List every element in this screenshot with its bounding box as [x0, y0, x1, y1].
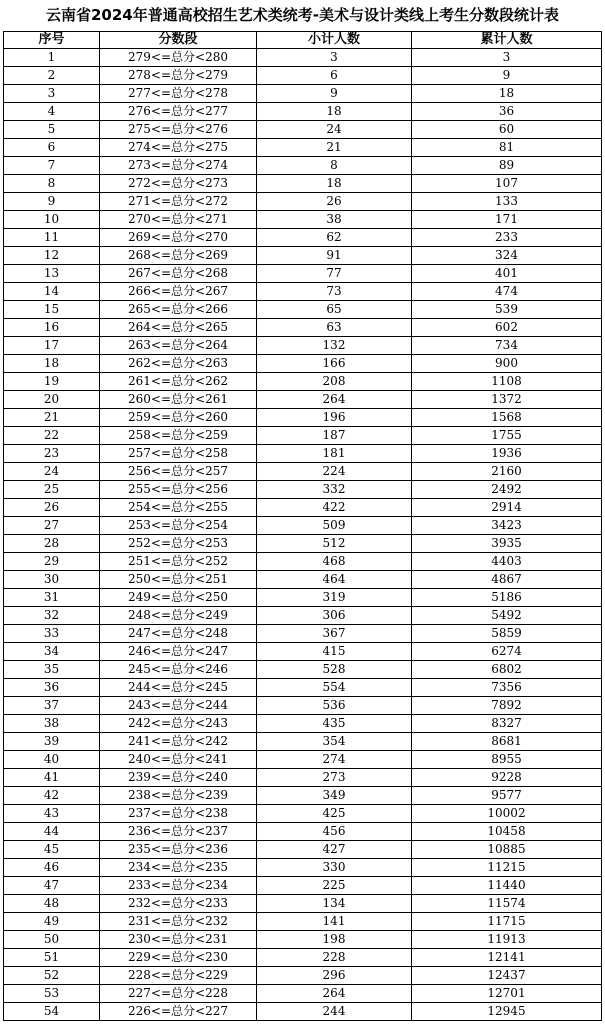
- cumulative-cell: 1108: [412, 373, 602, 391]
- row-index-cell: 25: [4, 481, 100, 499]
- table-row: [4, 211, 602, 229]
- subtotal-cell: 73: [257, 283, 412, 301]
- table-row: [4, 373, 602, 391]
- column-header-index: 序号: [4, 32, 100, 49]
- score-distribution-table: [3, 31, 602, 1021]
- score-range-cell: 275<=总分<276: [100, 121, 257, 139]
- subtotal-cell: 225: [257, 877, 412, 895]
- table-row: [4, 463, 602, 481]
- column-header-cumulative: 累计人数: [412, 32, 602, 49]
- row-index-cell: 35: [4, 661, 100, 679]
- subtotal-cell: 38: [257, 211, 412, 229]
- row-index-cell: 1: [4, 49, 100, 67]
- table-row: [4, 625, 602, 643]
- cumulative-cell: 89: [412, 157, 602, 175]
- row-index-cell: 19: [4, 373, 100, 391]
- row-index-cell: 53: [4, 985, 100, 1003]
- score-range-cell: 247<=总分<248: [100, 625, 257, 643]
- table-row: [4, 499, 602, 517]
- score-range-cell: 248<=总分<249: [100, 607, 257, 625]
- table-row: [4, 517, 602, 535]
- row-index-cell: 14: [4, 283, 100, 301]
- cumulative-cell: 11440: [412, 877, 602, 895]
- row-index-cell: 34: [4, 643, 100, 661]
- cumulative-cell: 3935: [412, 535, 602, 553]
- table-row: [4, 193, 602, 211]
- subtotal-cell: 296: [257, 967, 412, 985]
- cumulative-cell: 9577: [412, 787, 602, 805]
- subtotal-cell: 330: [257, 859, 412, 877]
- subtotal-cell: 554: [257, 679, 412, 697]
- row-index-cell: 11: [4, 229, 100, 247]
- table-row: [4, 805, 602, 823]
- row-index-cell: 26: [4, 499, 100, 517]
- subtotal-cell: 536: [257, 697, 412, 715]
- row-index-cell: 5: [4, 121, 100, 139]
- cumulative-cell: 8327: [412, 715, 602, 733]
- subtotal-cell: 196: [257, 409, 412, 427]
- subtotal-cell: 319: [257, 589, 412, 607]
- table-row: [4, 319, 602, 337]
- table-row: [4, 697, 602, 715]
- subtotal-cell: 208: [257, 373, 412, 391]
- score-range-cell: 243<=总分<244: [100, 697, 257, 715]
- cumulative-cell: 401: [412, 265, 602, 283]
- row-index-cell: 23: [4, 445, 100, 463]
- table-row: [4, 949, 602, 967]
- subtotal-cell: 415: [257, 643, 412, 661]
- score-range-cell: 233<=总分<234: [100, 877, 257, 895]
- score-range-cell: 268<=总分<269: [100, 247, 257, 265]
- row-index-cell: 48: [4, 895, 100, 913]
- cumulative-cell: 9: [412, 67, 602, 85]
- subtotal-cell: 228: [257, 949, 412, 967]
- cumulative-cell: 8955: [412, 751, 602, 769]
- score-range-cell: 259<=总分<260: [100, 409, 257, 427]
- table-row: [4, 391, 602, 409]
- row-index-cell: 9: [4, 193, 100, 211]
- row-index-cell: 17: [4, 337, 100, 355]
- cumulative-cell: 539: [412, 301, 602, 319]
- table-row: [4, 157, 602, 175]
- score-range-cell: 235<=总分<236: [100, 841, 257, 859]
- table-row: [4, 643, 602, 661]
- subtotal-cell: 91: [257, 247, 412, 265]
- table-body: [4, 49, 602, 1021]
- cumulative-cell: 12141: [412, 949, 602, 967]
- table-row: [4, 967, 602, 985]
- cumulative-cell: 3423: [412, 517, 602, 535]
- table-row: [4, 571, 602, 589]
- row-index-cell: 43: [4, 805, 100, 823]
- table-row: [4, 229, 602, 247]
- score-range-cell: 236<=总分<237: [100, 823, 257, 841]
- row-index-cell: 22: [4, 427, 100, 445]
- score-range-cell: 253<=总分<254: [100, 517, 257, 535]
- row-index-cell: 28: [4, 535, 100, 553]
- cumulative-cell: 12701: [412, 985, 602, 1003]
- subtotal-cell: 528: [257, 661, 412, 679]
- column-header-score-range: 分数段: [100, 32, 257, 49]
- table-row: [4, 247, 602, 265]
- table-row: [4, 85, 602, 103]
- score-range-cell: 266<=总分<267: [100, 283, 257, 301]
- subtotal-cell: 62: [257, 229, 412, 247]
- row-index-cell: 10: [4, 211, 100, 229]
- table-row: [4, 1003, 602, 1021]
- score-range-cell: 273<=总分<274: [100, 157, 257, 175]
- score-range-cell: 244<=总分<245: [100, 679, 257, 697]
- cumulative-cell: 36: [412, 103, 602, 121]
- row-index-cell: 33: [4, 625, 100, 643]
- table-row: [4, 841, 602, 859]
- cumulative-cell: 474: [412, 283, 602, 301]
- cumulative-cell: 602: [412, 319, 602, 337]
- score-range-cell: 241<=总分<242: [100, 733, 257, 751]
- cumulative-cell: 734: [412, 337, 602, 355]
- cumulative-cell: 12437: [412, 967, 602, 985]
- table-row: [4, 931, 602, 949]
- cumulative-cell: 10458: [412, 823, 602, 841]
- cumulative-cell: 3: [412, 49, 602, 67]
- score-range-cell: 239<=总分<240: [100, 769, 257, 787]
- cumulative-cell: 6802: [412, 661, 602, 679]
- cumulative-cell: 1936: [412, 445, 602, 463]
- cumulative-cell: 7892: [412, 697, 602, 715]
- subtotal-cell: 273: [257, 769, 412, 787]
- subtotal-cell: 264: [257, 985, 412, 1003]
- table-row: [4, 715, 602, 733]
- subtotal-cell: 21: [257, 139, 412, 157]
- score-range-cell: 227<=总分<228: [100, 985, 257, 1003]
- score-range-cell: 267<=总分<268: [100, 265, 257, 283]
- cumulative-cell: 11574: [412, 895, 602, 913]
- score-range-cell: 254<=总分<255: [100, 499, 257, 517]
- cumulative-cell: 1372: [412, 391, 602, 409]
- table-row: [4, 67, 602, 85]
- cumulative-cell: 107: [412, 175, 602, 193]
- cumulative-cell: 10885: [412, 841, 602, 859]
- subtotal-cell: 77: [257, 265, 412, 283]
- table-row: [4, 769, 602, 787]
- subtotal-cell: 427: [257, 841, 412, 859]
- table-row: [4, 175, 602, 193]
- score-range-cell: 264<=总分<265: [100, 319, 257, 337]
- cumulative-cell: 81: [412, 139, 602, 157]
- subtotal-cell: 18: [257, 103, 412, 121]
- table-row: [4, 787, 602, 805]
- cumulative-cell: 6274: [412, 643, 602, 661]
- subtotal-cell: 264: [257, 391, 412, 409]
- row-index-cell: 7: [4, 157, 100, 175]
- score-range-cell: 270<=总分<271: [100, 211, 257, 229]
- score-range-cell: 234<=总分<235: [100, 859, 257, 877]
- row-index-cell: 54: [4, 1003, 100, 1021]
- table-row: [4, 733, 602, 751]
- cumulative-cell: 18: [412, 85, 602, 103]
- score-range-cell: 240<=总分<241: [100, 751, 257, 769]
- row-index-cell: 50: [4, 931, 100, 949]
- score-range-cell: 256<=总分<257: [100, 463, 257, 481]
- column-header-subtotal: 小计人数: [257, 32, 412, 49]
- score-range-cell: 228<=总分<229: [100, 967, 257, 985]
- row-index-cell: 16: [4, 319, 100, 337]
- subtotal-cell: 354: [257, 733, 412, 751]
- subtotal-cell: 425: [257, 805, 412, 823]
- cumulative-cell: 8681: [412, 733, 602, 751]
- row-index-cell: 47: [4, 877, 100, 895]
- header-row: [4, 32, 602, 49]
- cumulative-cell: 171: [412, 211, 602, 229]
- row-index-cell: 27: [4, 517, 100, 535]
- score-range-cell: 230<=总分<231: [100, 931, 257, 949]
- cumulative-cell: 4403: [412, 553, 602, 571]
- score-range-cell: 237<=总分<238: [100, 805, 257, 823]
- subtotal-cell: 274: [257, 751, 412, 769]
- table-row: [4, 985, 602, 1003]
- subtotal-cell: 224: [257, 463, 412, 481]
- table-row: [4, 481, 602, 499]
- subtotal-cell: 435: [257, 715, 412, 733]
- table-row: [4, 121, 602, 139]
- subtotal-cell: 332: [257, 481, 412, 499]
- row-index-cell: 8: [4, 175, 100, 193]
- score-range-cell: 277<=总分<278: [100, 85, 257, 103]
- row-index-cell: 37: [4, 697, 100, 715]
- row-index-cell: 42: [4, 787, 100, 805]
- subtotal-cell: 198: [257, 931, 412, 949]
- table-row: [4, 355, 602, 373]
- subtotal-cell: 6: [257, 67, 412, 85]
- table-row: [4, 337, 602, 355]
- score-range-cell: 279<=总分<280: [100, 49, 257, 67]
- score-range-cell: 278<=总分<279: [100, 67, 257, 85]
- score-range-cell: 251<=总分<252: [100, 553, 257, 571]
- score-range-cell: 276<=总分<277: [100, 103, 257, 121]
- subtotal-cell: 63: [257, 319, 412, 337]
- score-range-cell: 255<=总分<256: [100, 481, 257, 499]
- row-index-cell: 4: [4, 103, 100, 121]
- row-index-cell: 44: [4, 823, 100, 841]
- score-range-cell: 269<=总分<270: [100, 229, 257, 247]
- cumulative-cell: 11913: [412, 931, 602, 949]
- table-row: [4, 535, 602, 553]
- cumulative-cell: 10002: [412, 805, 602, 823]
- subtotal-cell: 18: [257, 175, 412, 193]
- row-index-cell: 12: [4, 247, 100, 265]
- score-range-cell: 260<=总分<261: [100, 391, 257, 409]
- row-index-cell: 51: [4, 949, 100, 967]
- table-row: [4, 877, 602, 895]
- row-index-cell: 52: [4, 967, 100, 985]
- subtotal-cell: 349: [257, 787, 412, 805]
- cumulative-cell: 4867: [412, 571, 602, 589]
- subtotal-cell: 166: [257, 355, 412, 373]
- cumulative-cell: 11215: [412, 859, 602, 877]
- subtotal-cell: 244: [257, 1003, 412, 1021]
- row-index-cell: 39: [4, 733, 100, 751]
- cumulative-cell: 2160: [412, 463, 602, 481]
- score-range-cell: 257<=总分<258: [100, 445, 257, 463]
- row-index-cell: 30: [4, 571, 100, 589]
- cumulative-cell: 5186: [412, 589, 602, 607]
- row-index-cell: 29: [4, 553, 100, 571]
- score-range-cell: 252<=总分<253: [100, 535, 257, 553]
- row-index-cell: 46: [4, 859, 100, 877]
- table-row: [4, 751, 602, 769]
- score-range-cell: 258<=总分<259: [100, 427, 257, 445]
- score-range-cell: 250<=总分<251: [100, 571, 257, 589]
- score-range-cell: 229<=总分<230: [100, 949, 257, 967]
- subtotal-cell: 3: [257, 49, 412, 67]
- table-row: [4, 859, 602, 877]
- cumulative-cell: 1755: [412, 427, 602, 445]
- row-index-cell: 32: [4, 607, 100, 625]
- table-row: [4, 823, 602, 841]
- score-range-cell: 261<=总分<262: [100, 373, 257, 391]
- subtotal-cell: 9: [257, 85, 412, 103]
- score-range-cell: 246<=总分<247: [100, 643, 257, 661]
- row-index-cell: 41: [4, 769, 100, 787]
- table-row: [4, 103, 602, 121]
- table-row: [4, 409, 602, 427]
- subtotal-cell: 134: [257, 895, 412, 913]
- cumulative-cell: 5859: [412, 625, 602, 643]
- cumulative-cell: 324: [412, 247, 602, 265]
- score-range-cell: 274<=总分<275: [100, 139, 257, 157]
- score-range-cell: 271<=总分<272: [100, 193, 257, 211]
- row-index-cell: 2: [4, 67, 100, 85]
- table-row: [4, 265, 602, 283]
- score-range-cell: 263<=总分<264: [100, 337, 257, 355]
- cumulative-cell: 12945: [412, 1003, 602, 1021]
- row-index-cell: 38: [4, 715, 100, 733]
- cumulative-cell: 11715: [412, 913, 602, 931]
- row-index-cell: 21: [4, 409, 100, 427]
- subtotal-cell: 8: [257, 157, 412, 175]
- table-row: [4, 427, 602, 445]
- row-index-cell: 45: [4, 841, 100, 859]
- cumulative-cell: 2492: [412, 481, 602, 499]
- row-index-cell: 3: [4, 85, 100, 103]
- subtotal-cell: 306: [257, 607, 412, 625]
- score-range-cell: 262<=总分<263: [100, 355, 257, 373]
- score-range-cell: 249<=总分<250: [100, 589, 257, 607]
- row-index-cell: 31: [4, 589, 100, 607]
- table-row: [4, 301, 602, 319]
- subtotal-cell: 422: [257, 499, 412, 517]
- table-row: [4, 553, 602, 571]
- cumulative-cell: 900: [412, 355, 602, 373]
- subtotal-cell: 509: [257, 517, 412, 535]
- table-row: [4, 679, 602, 697]
- row-index-cell: 20: [4, 391, 100, 409]
- score-range-cell: 226<=总分<227: [100, 1003, 257, 1021]
- table-header: [4, 32, 602, 49]
- subtotal-cell: 512: [257, 535, 412, 553]
- subtotal-cell: 65: [257, 301, 412, 319]
- score-range-cell: 272<=总分<273: [100, 175, 257, 193]
- subtotal-cell: 187: [257, 427, 412, 445]
- table-row: [4, 49, 602, 67]
- subtotal-cell: 367: [257, 625, 412, 643]
- cumulative-cell: 7356: [412, 679, 602, 697]
- subtotal-cell: 468: [257, 553, 412, 571]
- score-range-cell: 238<=总分<239: [100, 787, 257, 805]
- row-index-cell: 49: [4, 913, 100, 931]
- table-row: [4, 661, 602, 679]
- cumulative-cell: 2914: [412, 499, 602, 517]
- subtotal-cell: 141: [257, 913, 412, 931]
- row-index-cell: 24: [4, 463, 100, 481]
- subtotal-cell: 132: [257, 337, 412, 355]
- row-index-cell: 40: [4, 751, 100, 769]
- table-row: [4, 607, 602, 625]
- cumulative-cell: 9228: [412, 769, 602, 787]
- subtotal-cell: 464: [257, 571, 412, 589]
- table-row: [4, 283, 602, 301]
- cumulative-cell: 233: [412, 229, 602, 247]
- subtotal-cell: 181: [257, 445, 412, 463]
- cumulative-cell: 60: [412, 121, 602, 139]
- document-title: 云南省2024年普通高校招生艺术类统考-美术与设计类线上考生分数段统计表: [46, 6, 559, 24]
- row-index-cell: 36: [4, 679, 100, 697]
- cumulative-cell: 133: [412, 193, 602, 211]
- score-range-cell: 265<=总分<266: [100, 301, 257, 319]
- score-range-cell: 231<=总分<232: [100, 913, 257, 931]
- table-row: [4, 445, 602, 463]
- cumulative-cell: 1568: [412, 409, 602, 427]
- cumulative-cell: 5492: [412, 607, 602, 625]
- score-range-cell: 242<=总分<243: [100, 715, 257, 733]
- score-range-cell: 232<=总分<233: [100, 895, 257, 913]
- subtotal-cell: 24: [257, 121, 412, 139]
- subtotal-cell: 26: [257, 193, 412, 211]
- row-index-cell: 18: [4, 355, 100, 373]
- score-range-cell: 245<=总分<246: [100, 661, 257, 679]
- subtotal-cell: 456: [257, 823, 412, 841]
- table-row: [4, 139, 602, 157]
- table-row: [4, 589, 602, 607]
- table-row: [4, 895, 602, 913]
- row-index-cell: 13: [4, 265, 100, 283]
- table-row: [4, 913, 602, 931]
- row-index-cell: 6: [4, 139, 100, 157]
- row-index-cell: 15: [4, 301, 100, 319]
